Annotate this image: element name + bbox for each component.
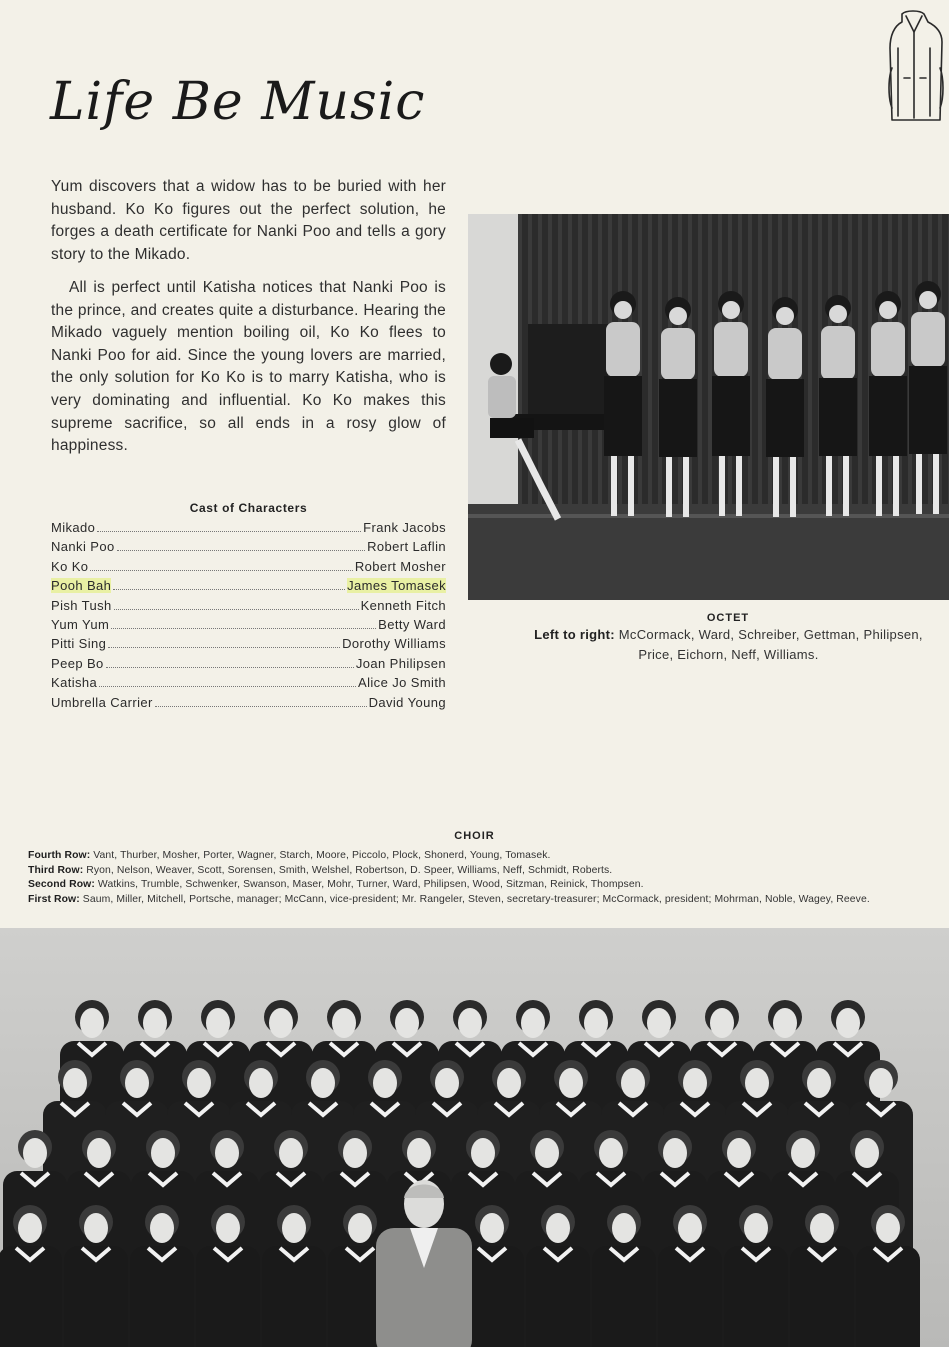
cast-row [51, 656, 446, 675]
cast-role: Yum Yum [51, 616, 110, 632]
leader-dots [114, 609, 359, 610]
cast-row [51, 598, 446, 617]
octet-caption [526, 625, 931, 665]
cast-role: Mikado [51, 520, 96, 535]
row-label: Fourth Row: [28, 850, 91, 861]
cast-row [51, 578, 446, 597]
story-paragraph-1: Yum discovers that a widow has to be buried with her husband. Ko Ko figures out the perfect solution, he forges a death certificate for Nanki Poo and tells a gory story to the Mikado. [51, 178, 446, 263]
leader-dots [155, 706, 367, 707]
cast-role: Nanki Poo [51, 539, 115, 555]
octet-photo-image [468, 214, 949, 600]
cast-row [51, 695, 446, 714]
leader-dots [106, 667, 354, 668]
choir-photo [0, 928, 949, 1347]
octet-caption-names: McCormack, Ward, Schreiber, Gettman, Philipsen, Price, Eichorn, Neff, Williams. [618, 627, 923, 662]
octet-caption-lead: Left to right: [534, 627, 615, 642]
leader-dots [117, 550, 365, 551]
cast-role: Pooh Bah [51, 578, 112, 594]
row-names: Saum, Miller, Mitchell, Portsche, manager; McCann, vice-president; Mr. Rangeler, Steven, secretary-treasurer; McCormack, president; Mohrman, Noble, Wagey, Reeve. [82, 893, 870, 905]
cast-role: Katisha [51, 675, 98, 691]
leader-dots [108, 647, 340, 648]
row-label: Second Row: [28, 879, 95, 890]
cast-row [51, 520, 446, 539]
cast-actor: Dorothy Williams [342, 636, 446, 652]
choir-title: CHOIR [454, 830, 495, 842]
page-title: Life Be Music [50, 72, 426, 132]
cast-row [51, 617, 446, 636]
cast-actor: Betty Ward [378, 616, 446, 632]
cast-actor: Robert Mosher [354, 558, 446, 574]
cast-actor: Alice Jo Smith [358, 675, 446, 691]
cast-role: Pitti Sing [51, 636, 107, 652]
cast-actor: Joan Philipsen [355, 655, 446, 671]
cast-heading: Cast of Characters [189, 501, 308, 515]
cast-role: Peep Bo [51, 655, 104, 671]
cast-role: Ko Ko [51, 558, 89, 574]
choir-rows [28, 849, 908, 907]
cast-role: Umbrella Carrier [51, 694, 153, 710]
row-label: First Row: [28, 893, 80, 905]
leader-dots [90, 570, 352, 571]
cast-row [51, 539, 446, 558]
cast-actor: Kenneth Fitch [360, 597, 446, 613]
choir-row [28, 893, 908, 908]
row-names: Watkins, Trumble, Schwenker, Swanson, Maser, Mohr, Turner, Ward, Philipsen, Wood, Sitzman, Reinick, Thompsen. [97, 879, 644, 890]
cast-role: Pish Tush [51, 597, 112, 613]
cast-list [51, 520, 446, 714]
cast-row [51, 636, 446, 655]
cast-actor: David Young [368, 694, 446, 710]
row-names: Vant, Thurber, Mosher, Porter, Wagner, Starch, Moore, Piccolo, Plock, Shonerd, Young, Tomasek. [93, 850, 551, 861]
octet-photo [468, 214, 949, 600]
cast-actor: Frank Jacobs [363, 520, 446, 535]
choir-row [28, 849, 908, 864]
leader-dots [113, 589, 345, 590]
choir-row [28, 878, 908, 893]
cast-actor: Robert Laflin [367, 539, 446, 555]
cast-row [51, 559, 446, 578]
leader-dots [99, 686, 356, 687]
octet-title: OCTET [706, 612, 750, 624]
leader-dots [111, 628, 376, 629]
leader-dots [97, 531, 361, 532]
row-label: Third Row: [28, 864, 84, 876]
cast-row [51, 675, 446, 694]
choir-photo-image [0, 928, 949, 1347]
story-paragraph-2: All is perfect until Katisha notices that Nanki Poo is the prince, and creates quite a disturbance. Hearing the Mikado vaguely mention boiling oil, Ko Ko flees to Nanki Poo for aid. Since the young lovers are married, the only solution for Ko Ko is to marry Katisha, who is very dominating and influential. Ko Ko makes this supreme sacrifice, so all ends in a rosy glow of happiness. [51, 279, 446, 455]
row-names: Ryon, Nelson, Weaver, Scott, Sorensen, Smith, Welshel, Robertson, D. Speer, Williams, Neff, Schmidt, Roberts. [86, 864, 613, 876]
coat-emblem-icon [884, 8, 946, 126]
choir-row [28, 864, 908, 879]
cast-actor: James Tomasek [347, 578, 446, 594]
